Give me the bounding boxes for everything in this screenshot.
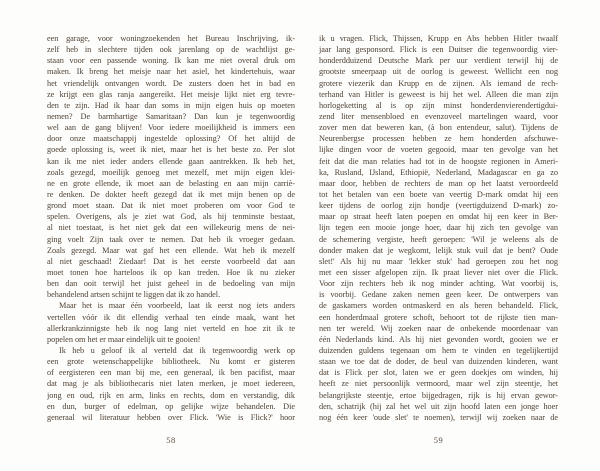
- text-line: behandelend artsen schijnt te liggen dat ik zo handel.: [47, 290, 221, 300]
- text-line: nen ter wereld. Wij zoeken naar de onbekende moordenaar van: [319, 323, 558, 333]
- text-line: generaal wil literatuur hebben over Flick. 'Wie is Flick?' hoor: [47, 412, 295, 422]
- text-line: zover men dat beweren kan, (à bon entendeur, salut). Tijdens de: [319, 123, 558, 133]
- text-line: belangrijkste steentje, ertoe bijgedragen, rijk is hij ervan gewor-: [319, 390, 558, 400]
- text-line: en dun, burger of edelman, op gelijke wijze behandelen. Die: [47, 401, 295, 411]
- text-line: ne en grote ellende, ik moet aan de belasting en aan mijn carriè-: [47, 178, 295, 188]
- text-line: spelen. Overigens, als je ziet wat God, als hij tenminste bestaat,: [47, 212, 295, 222]
- text-line: al niet geschaad! Ziedaar! Dat is het eerste voorbeeld dat aan: [47, 256, 295, 266]
- text-line: Zoals gezegd. Maar wat gaf het een ellende. Wat heb ik mezelf: [47, 245, 295, 255]
- text-line: den, schatrijk (hij zal het wel uit zijn hoofd laten een jonge hoer: [319, 401, 558, 411]
- text-line: is voorbij. Gedane zaken nemen geen keer. De ontwerpers van: [319, 290, 558, 300]
- text-line: al niet toestaat, is het niet gek dat een willekeurig mens de nei-: [47, 223, 295, 233]
- text-line: donder maken dat je wegkomt, lelijk stuk vuil dat je bent? Oude: [319, 245, 558, 255]
- text-line: door onze maatschappij ingestelde oplossing? Of het altijd de: [47, 134, 295, 144]
- text-line: re denken. De dokter heeft gezegd dat ik met mijn benen op de: [47, 189, 295, 199]
- text-line: een honderdmaal grotere schoft, behoort tot de rijkste tien man-: [319, 312, 558, 322]
- text-line: ze krijgt een glas ranja aangereikt. Het meisje lijkt niet erg tevre-: [47, 89, 295, 99]
- text-line: vertellen vóór ik dit ellendig verhaal ten einde maak, want het: [47, 312, 295, 322]
- text-line: heeft ze niet persoonlijk vermoord, maar wel zijn steentje, het: [319, 379, 558, 389]
- text-line: één Nederlands kind. Als hij niet gevonden wordt, gooien we er: [319, 334, 558, 344]
- text-line: allerkrankzinnigste heb ik nog lang niet verteld en hoe zit ik te: [47, 323, 295, 333]
- text-line: moet tonen hoe harteloos ik op kan treden. Hoe ik nu zieker: [47, 267, 295, 277]
- text-line: nemen? De barmhartige Samaritaan? Dan kun je tegenwoordig: [47, 111, 295, 121]
- text-line: honderdduizend Deutsche Mark per uur verdient terwijl hij de: [319, 56, 558, 66]
- text-line: of eergisteren een man bij me, een generaal, ik ben pacifist, maar: [47, 368, 295, 378]
- text-line: ik u vragen. Flick, Thijssen, Krupp en Abs hebben Hitler twaalf: [319, 34, 558, 43]
- text-line: Voor zijn rechters heb ik nog minder achting. Wat voorbij is,: [319, 279, 558, 289]
- text-line: zend liter mensenbloed en evenzoveel martelingen waard, voor: [319, 111, 558, 121]
- text-line: ging voelt Zijn taak over te nemen. Dat heb ik vroeger gedaan.: [47, 234, 295, 244]
- text-line: jong en oud, rijk en arm, links en rechts, dom en verstandig, dik: [47, 390, 295, 400]
- text-line: kan ik me niet ieder anders ellende gaan aantrekken. Ik heb het,: [47, 156, 295, 166]
- text-line: staan voor een passende woning. Ik kan me niet overal druk om: [47, 56, 295, 66]
- text-line: Neurenbergse processen hebben ze hem honderden afschuwe-: [319, 134, 558, 144]
- text-line: horlogeketting al is op zijn minst honderdenvierendertigdui-: [319, 100, 558, 110]
- text-line: het vriendelijk ontvangen wordt. De zusters doen het in bad en: [47, 78, 295, 88]
- text-line: maken. Ik breng het meisje naar het asiel, het kindertehuis, waar: [47, 67, 295, 77]
- text-line: nog één keer 'oude slet' te noemen), terwijl wij zoeken naar de: [319, 412, 558, 422]
- text-line: goede oplossing is, weet ik niet, maar het is het beste zo. Per slot: [47, 145, 295, 155]
- page-left-text: [47, 33, 295, 423]
- text-line: Maar het is maar één voorbeeld, laat ik eerst nog iets anders: [59, 301, 295, 311]
- text-line: Ik heb u geloof ik al verteld dat ik tegenwoordig werk op: [59, 345, 295, 355]
- text-line: wel aan de gang blijven! Voor iedere moeilijkheid is immers een: [47, 123, 295, 133]
- text-line: popelen om het er maar eindelijk uit te gooien!: [47, 334, 201, 344]
- text-line: zoals gezegd, moeilijk genoeg met mezelf, met mijn eigen klei-: [47, 167, 295, 177]
- text-line: den te zijn. Had ik haar dan soms in mijn eigen huis op moeten: [47, 100, 295, 110]
- text-line: de schemering vergiste, heeft geroepen: 'Wil je weleens als de: [319, 234, 558, 244]
- page-right-text: [319, 33, 558, 423]
- text-line: duizenden guldens tegenaan om hem te vinden en tegelijkertijd: [319, 345, 558, 355]
- text-line: grond moet staan. Dat ik niet moet proberen om voor God te: [47, 201, 295, 211]
- page-left-number: 58: [166, 434, 176, 445]
- text-line: staan we toe dat de doder, de beul van duizenden kinderen, want: [319, 357, 558, 367]
- text-line: lijn tegen een mooie jonge hoer, daar hij zich ten gevolge van: [319, 223, 558, 233]
- text-line: terhand van Hitler is geweest is hij het wel. Alleen die man zijn: [319, 89, 558, 99]
- text-line: de gaskamers worden ontmaskerd en als heren behandeld. Flick,: [319, 301, 558, 311]
- text-line: jaar lang gesponsord. Flick is een Duitser die tegenwoordig vier-: [319, 45, 558, 55]
- text-line: keer tijdens de oorlog zijn hondje (veertigduizend D-mark) zo-: [319, 201, 558, 211]
- text-line: grootste smeerpaap uit de oorlog is geweest. Wellicht een nog: [319, 67, 558, 77]
- text-line: dat mag je als bibliothecaris niet laten merken, je moet iedereen,: [47, 379, 295, 389]
- text-line: zelf heb in slechtere tijden ook jarenlang op de wachtlijst ge-: [47, 45, 295, 55]
- text-line: lijke dingen voor de voeten gegooid, maar ten gevolge van het: [319, 145, 558, 155]
- text-line: dat is Flick per slot, laten we er geen doekjes om winden, hij: [319, 368, 558, 378]
- text-line: een garage, voor woningzoekenden het Bureau Inschrijving, ik-: [47, 34, 295, 43]
- page-right: [319, 33, 558, 445]
- text-line: tot het betalen van een boete van veertig D-mark omdat hij een: [319, 189, 558, 199]
- text-line: met een sisser afgelopen zijn. Ik praat liever niet over die Flick.: [319, 267, 558, 277]
- text-line: een grote wetenschappelijke bibliotheek. Nu komt er gisteren: [47, 357, 295, 367]
- text-line: ka, Rusland, IJsland, Ethiopië, Nederland, Madagascar en ga zo: [319, 167, 558, 177]
- text-line: grotere viezerik dan Krupp en de zijnen. Als iemand de rech-: [319, 78, 558, 88]
- page-left: [47, 33, 295, 445]
- text-line: slet!' Als hij nu maar 'lekker stuk' had geroepen zou het nog: [319, 256, 558, 266]
- text-line: maar op straat heeft laten poepen en omdat hij een keer in Ber-: [319, 212, 558, 222]
- text-line: ben dan ooit terwijl het juist geheel in de bedoeling van mijn: [47, 279, 295, 289]
- text-line: feit dat die man relaties had tot in de hoogste regionen in Ameri-: [319, 156, 558, 166]
- text-line: maar door, hebben de rechters de man op het laatst veroordeeld: [319, 178, 558, 188]
- page-right-number: 59: [433, 434, 444, 445]
